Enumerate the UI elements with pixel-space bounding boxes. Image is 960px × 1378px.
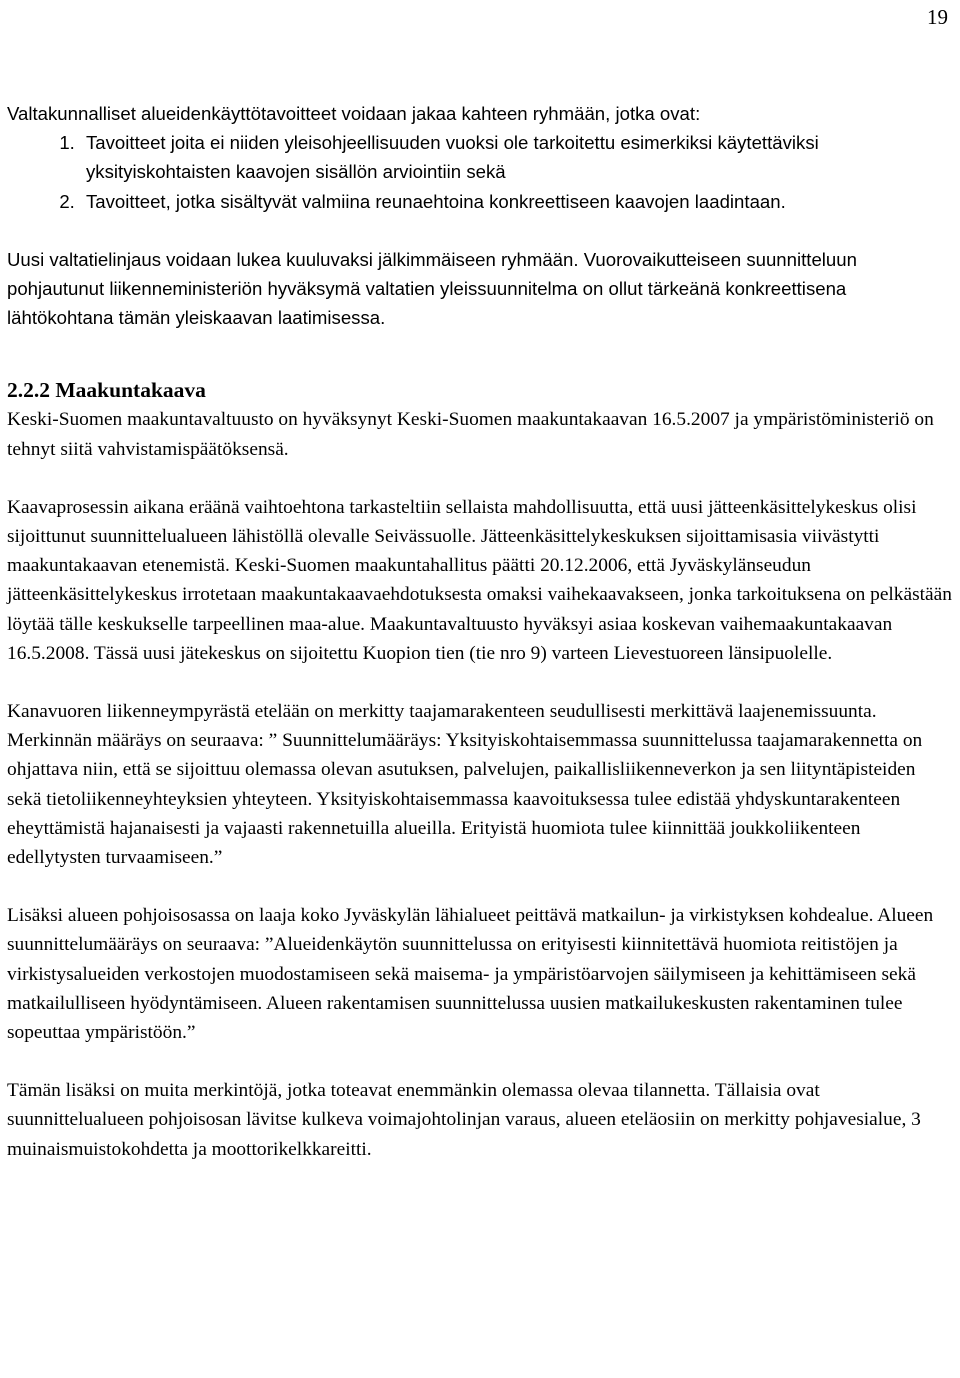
maakunta-paragraph: Keski-Suomen maakuntavaltuusto on hyväksynyt Keski-Suomen maakuntakaavan 16.5.2007 ja ympäristöministeriö on tehnyt siitä vahvistamispäätöksensä. [7, 409, 934, 460]
intro-paragraph: Valtakunnalliset alueidenkäyttötavoitteet voidaan jakaa kahteen ryhmään, jotka ovat: [7, 103, 701, 124]
valtatie-sentence-1: Uusi valtatielinjaus voidaan lukea kuuluvaksi jälkimmäiseen ryhmään. [7, 248, 579, 270]
section-heading: 2.2.2 Maakuntakaava [7, 378, 206, 403]
valtatie-sentence-2: Vuorovaikutteiseen suunnitteluun pohjautunut liikenneministeriön hyväksymä valtatien yleissuunnitelma on ollut tärkeänä konkreettisena lähtökohtana tämän yleiskaavan laatimisessa. [7, 248, 857, 329]
muita-paragraph: Tämän lisäksi on muita merkintöjä, jotka toteavat enemmänkin olemassa olevaa tilannetta. Tällaisia ovat suunnittelualueen pohjoisosan lävitse kulkeva voimajohtolinjan varaus, alueen eteläosiin on merkitty pohjavesialue, 3 muinaismuistokohdetta ja moottorikelkkareitti. [7, 1080, 921, 1160]
goals-list [7, 128, 953, 216]
goal-item: 2. Tavoitteet, jotka sisältyvät valmiina reunaehtoina konkreettiseen kaavojen laadintaan. [80, 187, 953, 216]
page-number: 19 [927, 5, 948, 29]
document-body [7, 99, 953, 1164]
kanavuori-paragraph: Kanavuoren liikenneympyrästä etelään on merkitty taajamarakenteen seudullisesti merkittävä laajenemissuunta. Merkinnän määräys on seuraava: ” Suunnittelumääräys: Yksityiskohtaisemmassa suunnittelussa taajamarakennetta on ohjattava niin, että se sijoittuu olemassa olevan asutuksen, palvelujen, paikallisliikenneverkon ja sen liityntäpisteiden sekä tietoliikenneyhteyksien yhteyteen. Yksityiskohtaisemmassa kaavoituksessa tulee edistää yhdyskuntarakenteen eheyttämistä hajanaisesti ja vajaasti rakennetuilla alueilla. Erityistä huomiota tulee kiinnittää joukkoliikenteen edellytysten turvaamiseen.” [7, 701, 923, 869]
goal-item: 1. Tavoitteet joita ei niiden yleisohjeellisuuden vuoksi ole tarkoitettu esimerkiksi käytettäviksi yksityiskohtaisten kaavojen sisällön arviointiin sekä [80, 128, 953, 186]
valtatie-paragraph [7, 245, 953, 333]
kaavaprosessi-paragraph: Kaavaprosessin aikana eräänä vaihtoehtona tarkasteltiin sellaista mahdollisuutta, että uusi jätteenkäsittelykeskus olisi sijoittunut suunnittelualueen lähistöllä olevalle Seivässuolle. Jätteenkäsittelykeskuksen sijoittamisasia viivästytti maakuntakaavan etenemistä. Keski-Suomen maakuntahallitus päätti 20.12.2006, että Jyväskylänseudun jätteenkäsittelykeskus irrotetaan maakuntakaavaehdotuksesta omaksi vaihekaavakseen, jonka tarkoituksena on pelkästään löytää tälle keskukselle tarpeellinen maa-alue. Maakuntavaltuusto hyväksyi asiaa koskevan vaihemaakuntakaavan 16.5.2008. Tässä uusi jätekeskus on sijoitettu Kuopion tien (tie nro 9) varteen Lievestuoreen länsipuolelle. [7, 496, 952, 664]
lisaksi-paragraph: Lisäksi alueen pohjoisosassa on laaja koko Jyväskylän lähialueet peittävä matkailun- ja virkistyksen kohdealue. Alueen suunnittelumääräys on seuraava: ”Alueidenkäytön suunnittelussa on erityisesti kiinnitettävä huomiota reitistöjen ja virkistysalueiden verkostojen muodostamiseen sekä maisema- ja ympäristöarvojen säilymiseen ja kehittämiseen sekä matkailulliseen hyödyntämiseen. Alueen rakentamisen suunnittelussa uusien matkailukeskusten rakentaminen tulee sopeuttaa ympäristöön.” [7, 905, 934, 1044]
